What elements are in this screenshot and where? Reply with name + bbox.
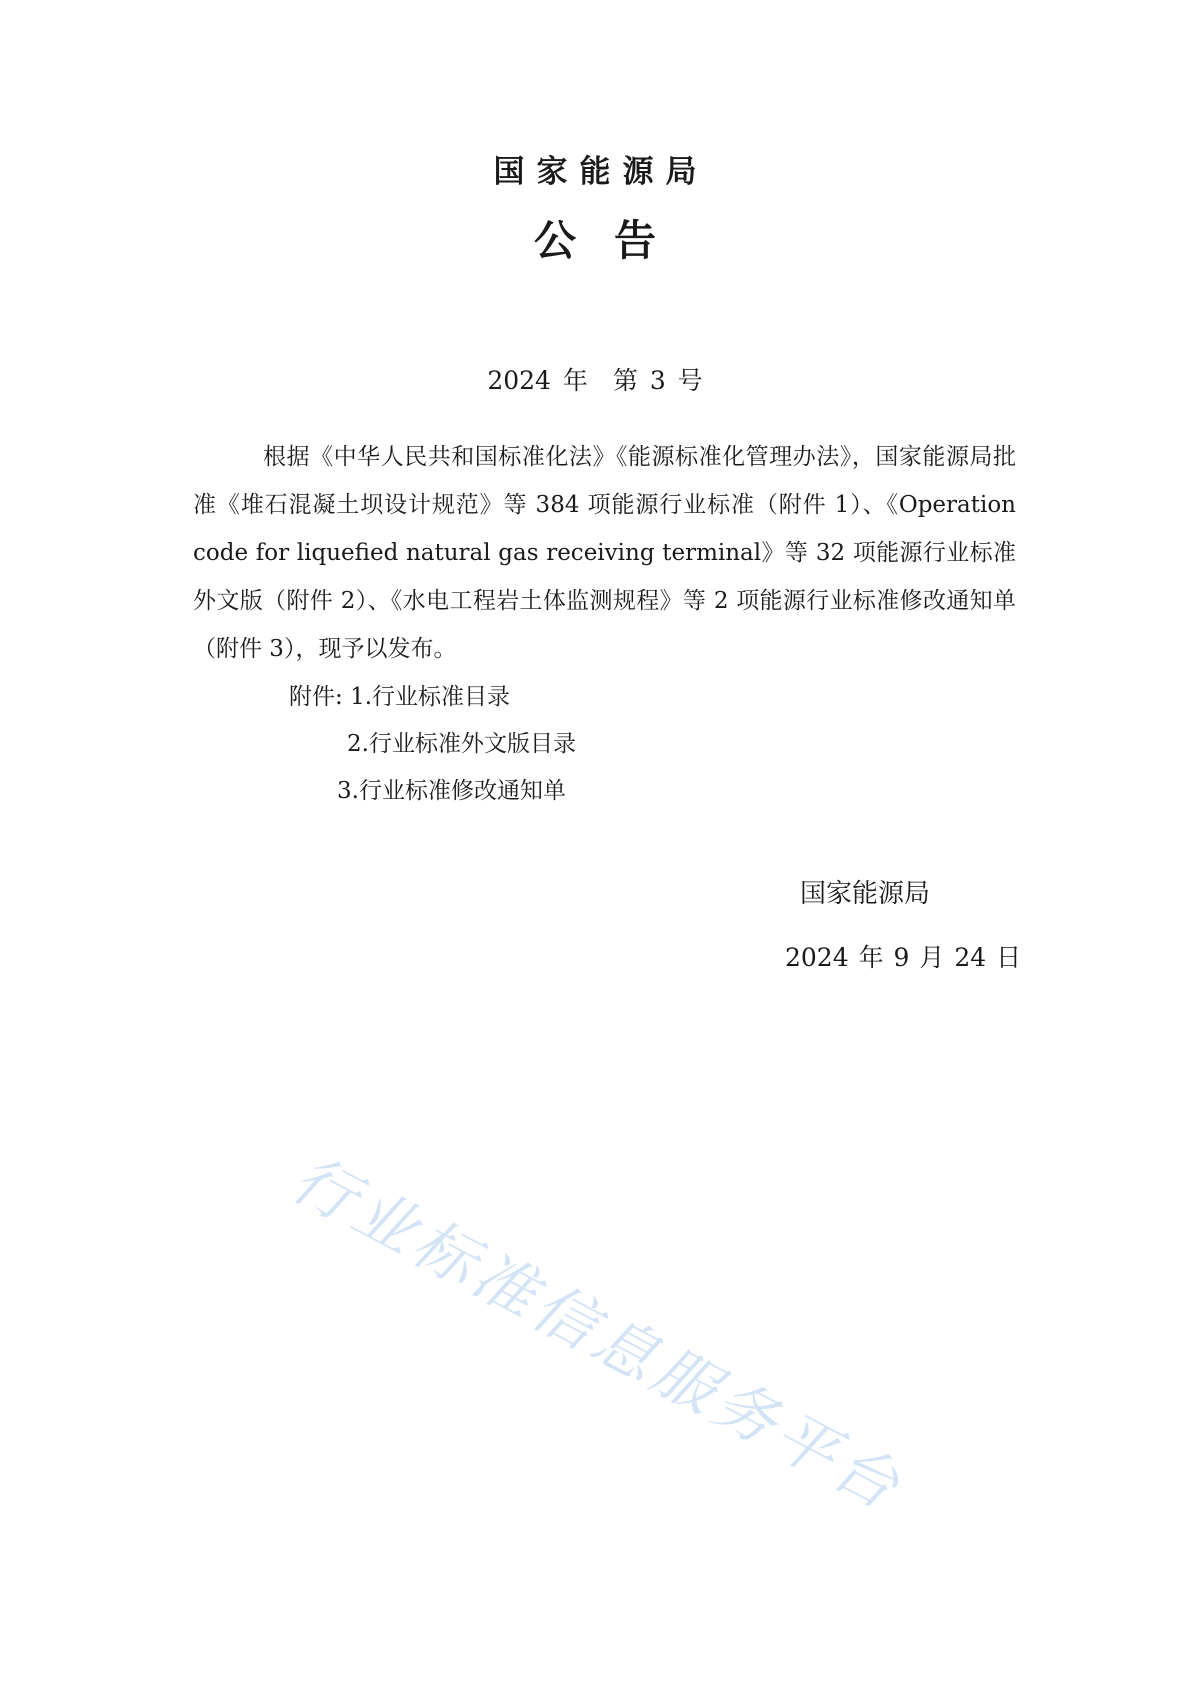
attachment-label: 附件: [289,684,351,710]
attachment-item-1-text: 1.行业标准目录 [350,684,511,710]
document-title: 公告 [533,216,694,265]
attachment-list [289,674,576,815]
attachment-item-2: 2.行业标准外文版目录 [347,731,576,757]
issuer-heading: 国家能源局 [493,154,709,190]
body-paragraph: 根据《中华人民共和国标准化法》《能源标准化管理办法》，国家能源局批准《堆石混凝土坝设计规范》等 384 项能源行业标准（附件 1）、《Operation code for liquefied natural gas receiving terminal》等 32 项能源行业标准外文版（附件 2）、《水电工程岩土体监测规程》等 2 项能源行业标准修改通知单（附件 3），现予以发布。 [193,444,1016,662]
signature-issuer: 国家能源局 [800,879,931,909]
attachment-item-1 [289,674,576,721]
attachment-item-3: 3.行业标准修改通知单 [337,778,566,804]
signature-date: 2024 年 9 月 24 日 [785,943,1022,972]
watermark: 行业标准信息服务平台 [280,1141,916,1526]
document-number: 2024 年 第 3 号 [487,366,703,395]
